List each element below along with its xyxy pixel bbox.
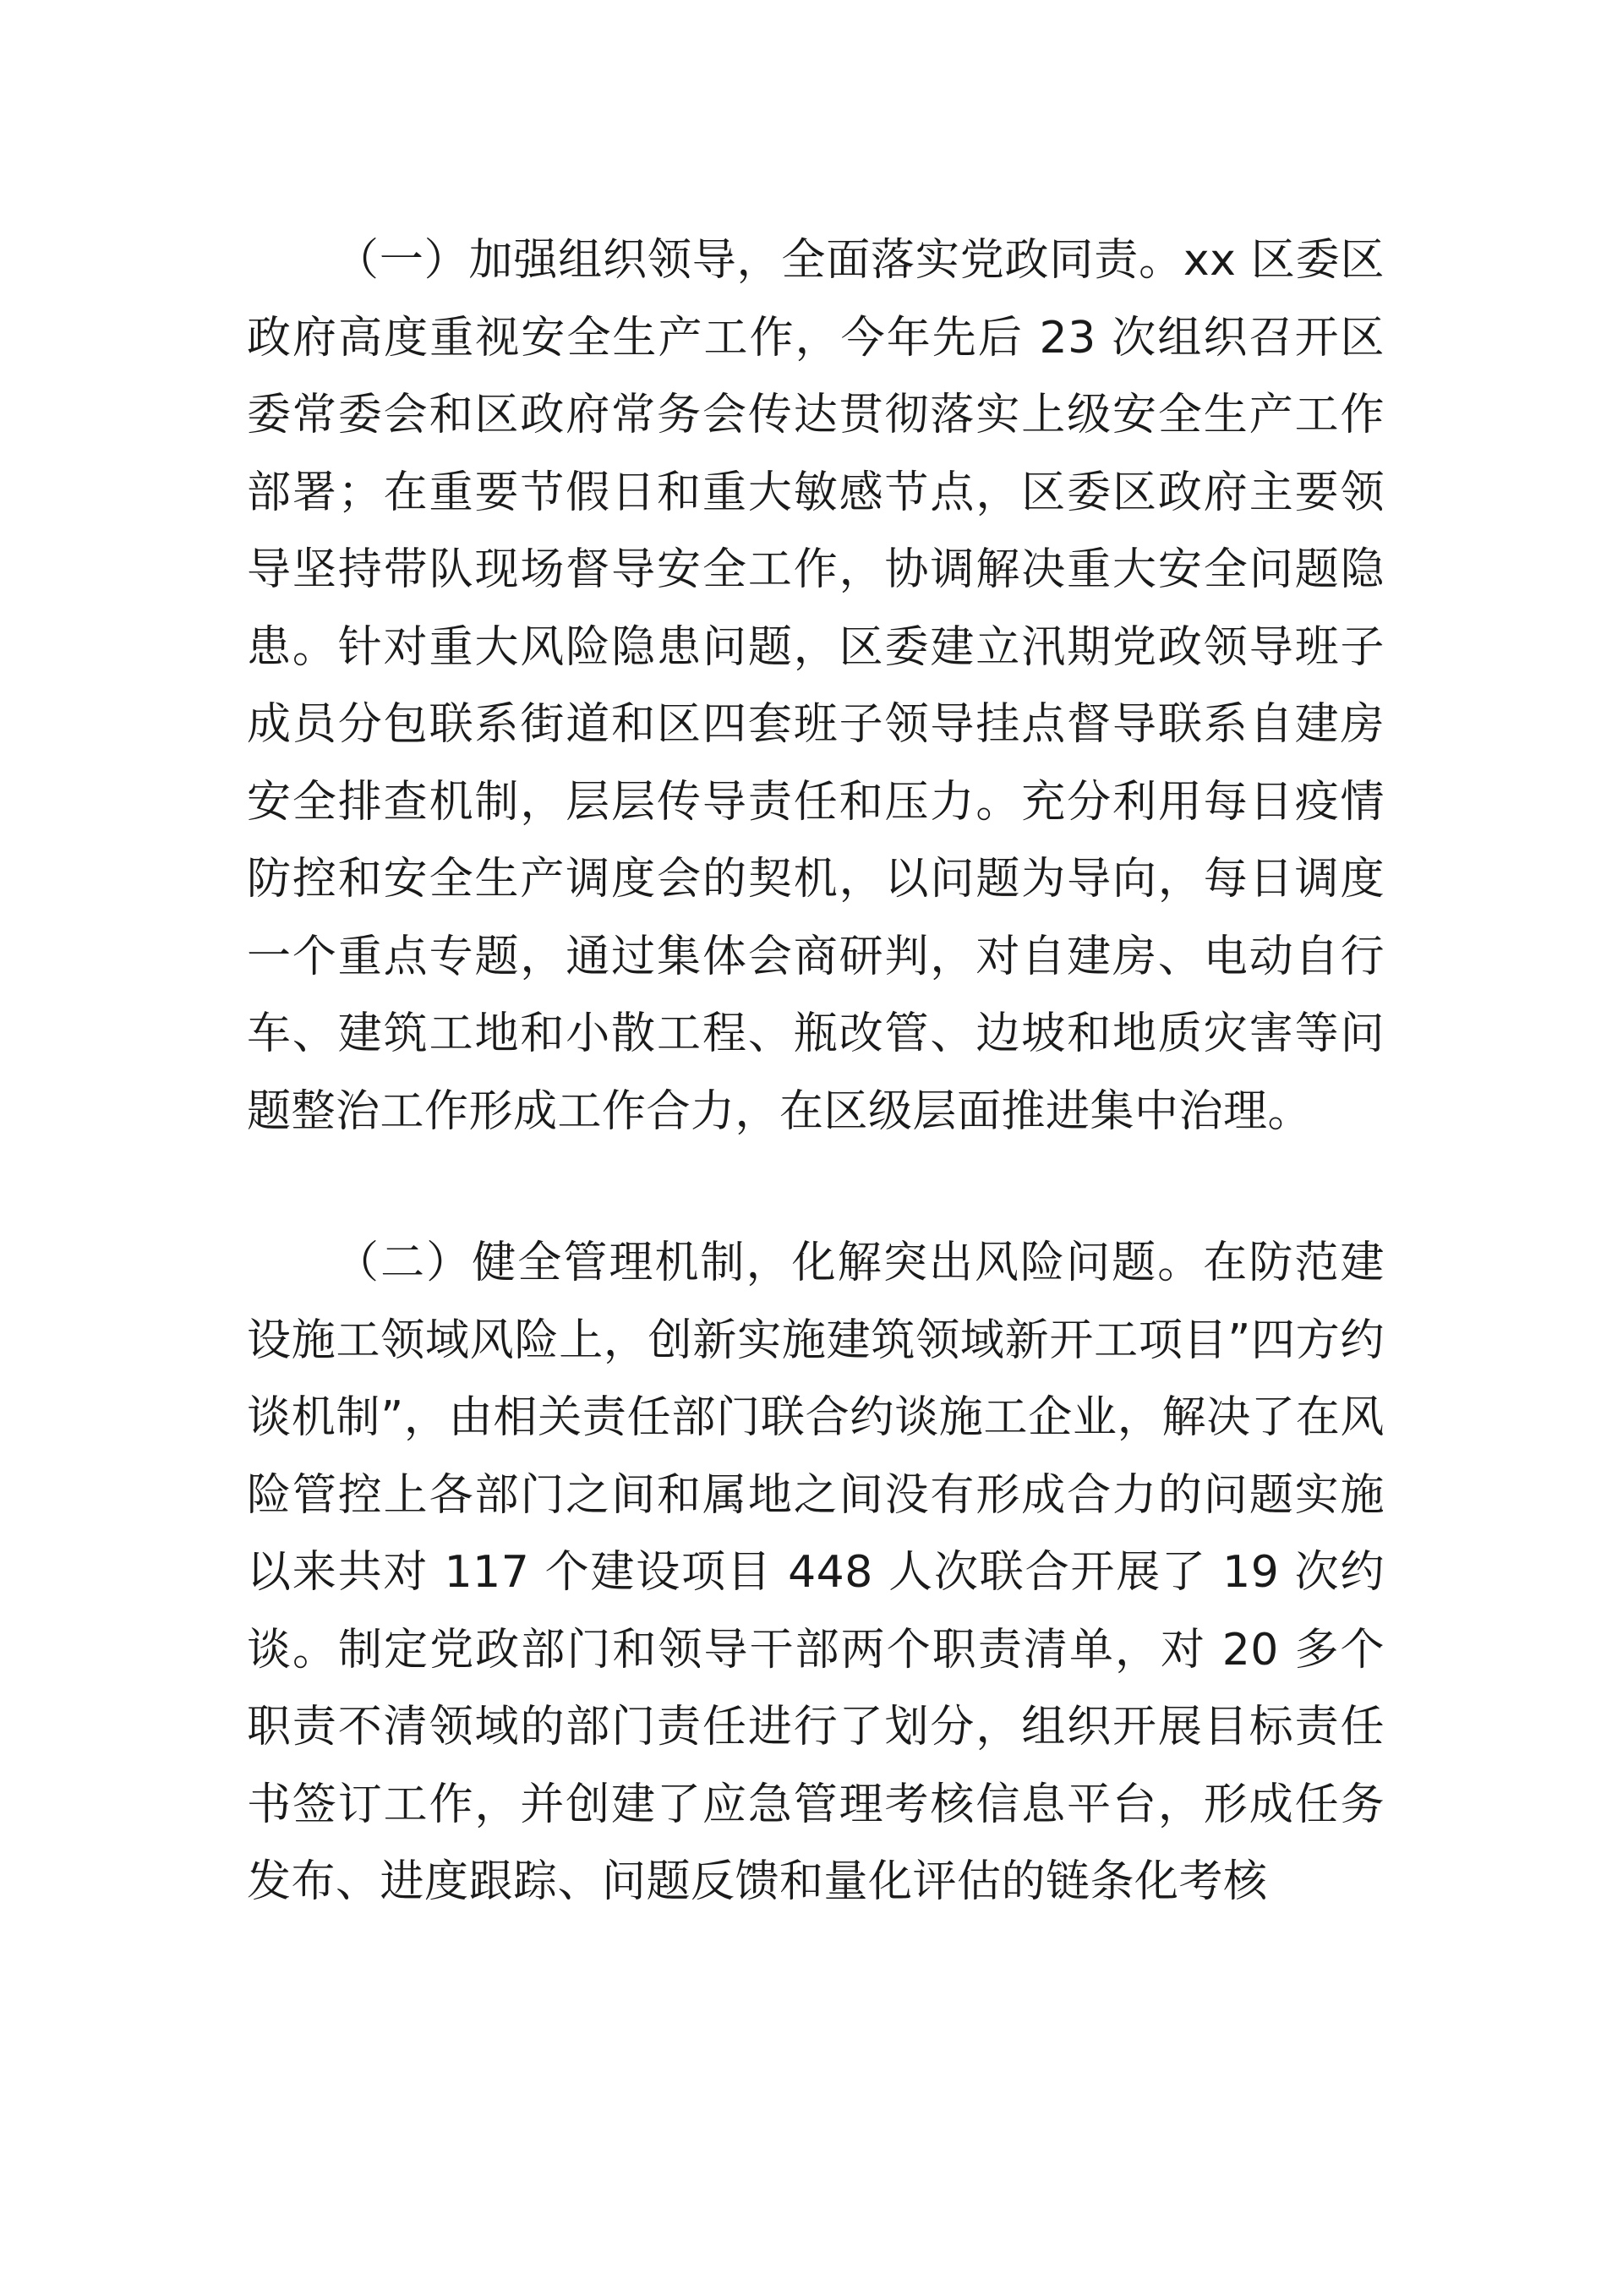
paragraph-2: （二）健全管理机制，化解突出风险问题。在防范建设施工领域风险上，创新实施建筑领域新开工项目”四方约谈机制”，由相关责任部门联合约谈施工企业，解决了在风险管控上各部门之间和属地之间没有形成合力的问题实施以来共对 117 个建设项目 448 人次联合开展了 19 次约谈。制定党政部门和领导干部两个职责清单，对 20 多个职责不清领域的部门责任进行了划分，组织开展目标责任书签订工作，并创建了应急管理考核信息平台，形成任务发布、进度跟踪、问题反馈和量化评估的链条化考核 — [247, 1238, 1385, 1907]
paragraph-1: （一）加强组织领导，全面落实党政同责。xx 区委区政府高度重视安全生产工作，今年先后 23 次组织召开区委常委会和区政府常务会传达贯彻落实上级安全生产工作部署；在重要节假日和重大敏感节点，区委区政府主要领导坚持带队现场督导安全工作，协调解决重大安全问题隐患。针对重大风险隐患问题，区委建立汛期党政领导班子成员分包联系街道和区四套班子领导挂点督导联系自建房安全排查机制，层层传导责任和压力。充分利用每日疫情防控和安全生产调度会的契机，以问题为导向，每日调度一个重点专题，通过集体会商研判，对自建房、电动自行车、建筑工地和小散工程、瓶改管、边坡和地质灾害等问题整治工作形成工作合力，在区级层面推进集中治理。 — [247, 235, 1385, 1137]
document-body — [247, 222, 1385, 1922]
